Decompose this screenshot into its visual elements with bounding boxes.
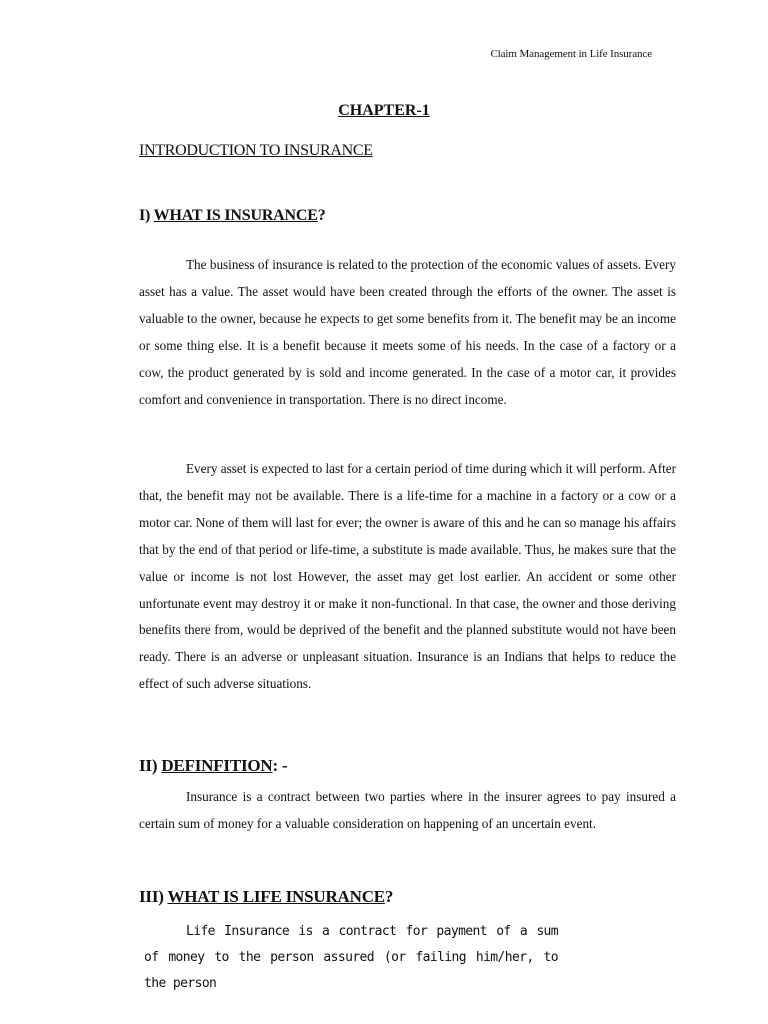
section-suffix: : - [272,756,288,775]
paragraph-definition: Insurance is a contract between two parties where in the insurer agrees to pay insured a certain sum of money for a valuable consideration on happening of an uncertain event. [139,789,676,831]
intro-heading: INTRODUCTION TO INSURANCE [139,142,373,159]
section-number: I) [139,207,151,224]
section-suffix: ? [384,887,394,906]
section-title: DEFINFITION [161,756,273,775]
paragraph-insurance-business: The business of insurance is related to the protection of the economic values of assets. Every asset has a value. The asset would have been created through the efforts of the owner. The asset is valuable to the owner, because he expects to get some benefits from it. The benefit may be an income or some thing else. It is a benefit because it meets some of his needs. In the case of a factory or a cow, the product generated by is sold and income generated. In the case of a motor car, it provides comfort and convenience in transportation. There is no direct income. [139,257,676,407]
paragraph-asset-lifetime: Every asset is expected to last for a certain period of time during which it will perform. After that, the benefit may not be available. There is a life-time for a machine in a factory or a cow or a motor car. None of them will last for ever; the owner is aware of this and he can so manage his affairs that by the end of that period or life-time, a substitute is made available. Thus, he makes sure that the value or income is not lost However, the asset may get lost earlier. An accident or some other unfortunate event may destroy it or make it non-functional. In that case, the owner and those deriving benefits there from, would be deprived of the benefit and the planned substitute would not have been ready. There is an adverse or unpleasant situation. Insurance is an Indians that helps to reduce the effect of such adverse situations. [139,461,676,692]
paragraph-life-insurance: Life Insurance is a contract for payment of a sum of money to the person assured (or failing him/her, to the person [144,924,558,991]
section-title: WHAT IS INSURANCE [153,207,318,224]
chapter-title-text: CHAPTER-1 [338,102,430,119]
section-title: WHAT IS LIFE INSURANCE [167,887,385,906]
section-suffix: ? [317,207,326,224]
chapter-title [0,102,768,120]
section-heading-definition [139,756,288,776]
section-heading-what-is-insurance [139,207,326,225]
section-number: II) [139,756,158,775]
section-heading-life-insurance [139,887,393,907]
running-header: Claim Management in Life Insurance [490,48,652,60]
section-number: III) [139,887,164,906]
